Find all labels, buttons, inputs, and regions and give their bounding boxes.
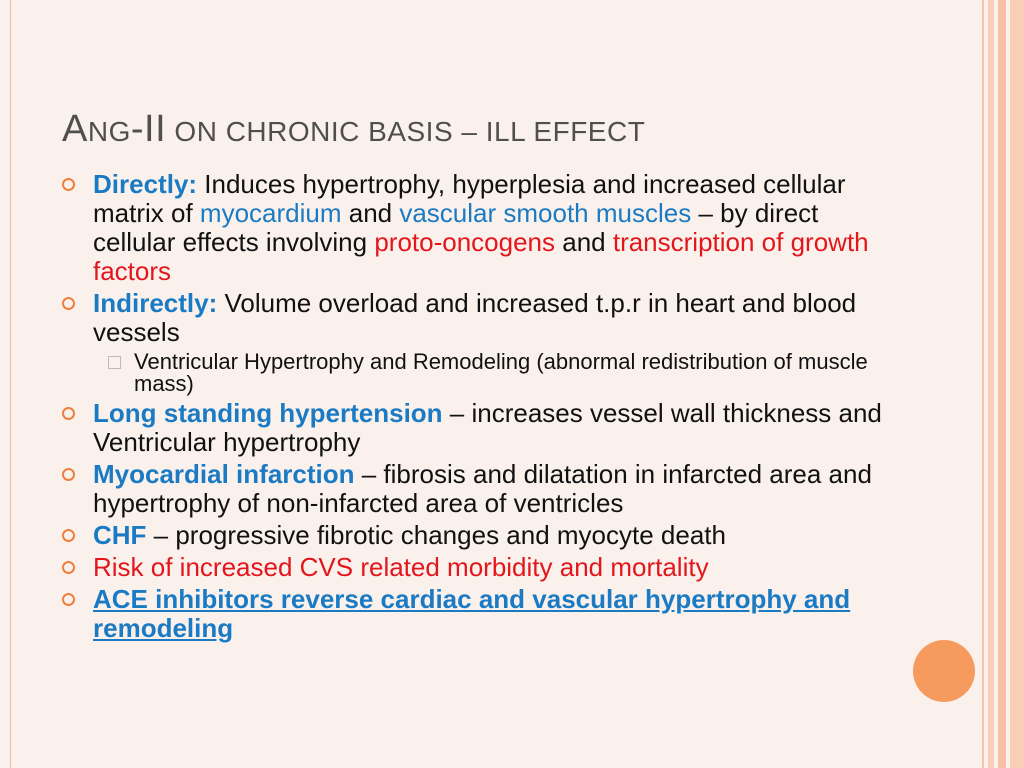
ace-inhibitors-link[interactable]: ACE inhibitors reverse cardiac and vascular hypertrophy and remodeling: [93, 584, 851, 643]
list-item-risk: Risk of increased CVS related morbidity and mortality: [62, 553, 882, 582]
bullet-icon: [62, 593, 75, 606]
list-item-myocardial-infarction: Myocardial infarction – fibrosis and dilatation in infarcted area and hypertrophy of non-infarcted area of ventricles: [62, 460, 882, 518]
decorative-stripes: [978, 0, 1024, 768]
decorative-circle: [913, 640, 975, 702]
sub-list-item: Ventricular Hypertrophy and Remodeling (abnormal redistribution of muscle mass): [62, 351, 882, 395]
bullet-icon: [62, 529, 75, 542]
bullet-list: [62, 170, 882, 646]
bullet-icon: [62, 297, 75, 310]
bullet-icon: [62, 561, 75, 574]
slide-title: ANG-II ON CHRONIC BASIS – ILL EFFECT: [62, 108, 646, 150]
bullet-icon: [62, 407, 75, 420]
list-item-chf: CHF – progressive fibrotic changes and myocyte death: [62, 521, 882, 550]
left-frame-line: [0, 0, 11, 768]
list-item-ace-inhibitors: [62, 585, 882, 643]
square-bullet-icon: [108, 356, 121, 369]
list-item-hypertension: Long standing hypertension – increases vessel wall thickness and Ventricular hypertrophy: [62, 399, 882, 457]
list-item-directly: Directly: Induces hypertrophy, hyperplesia and increased cellular matrix of myocardium and vascular smooth muscles – by direct cellular effects involving proto-oncogens and transcription of growth factors: [62, 170, 882, 286]
bullet-icon: [62, 178, 75, 191]
bullet-icon: [62, 468, 75, 481]
list-item-indirectly: Indirectly: Volume overload and increased t.p.r in heart and blood vessels: [62, 289, 882, 347]
